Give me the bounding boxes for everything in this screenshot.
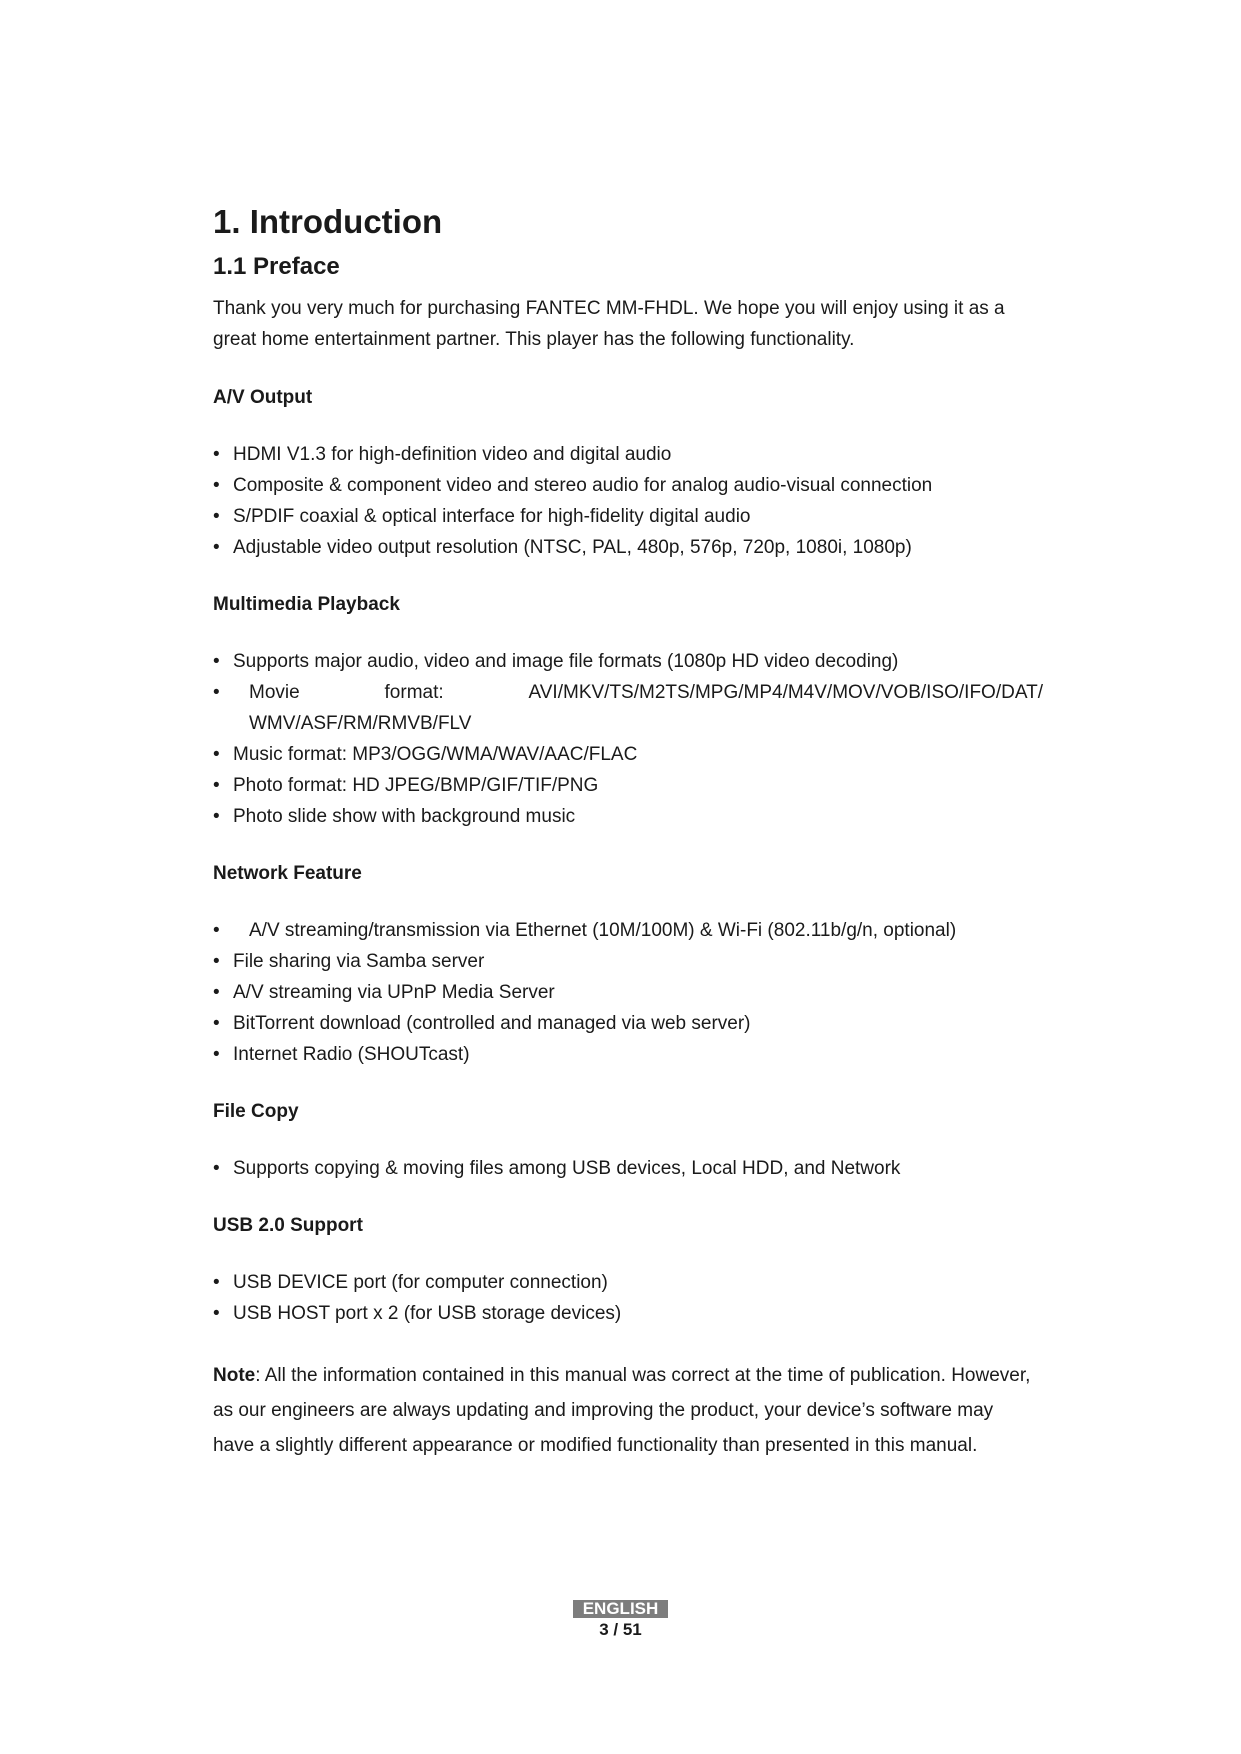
av-output-heading: A/V Output bbox=[213, 386, 313, 408]
file-copy-heading: File Copy bbox=[213, 1100, 299, 1122]
movie-label: • Movie bbox=[249, 681, 300, 703]
usb-list bbox=[213, 1267, 1043, 1329]
movie-formats-line1: AVI/MKV/TS/M2TS/MPG/MP4/M4V/MOV/VOB/ISO/IFO/DAT/ bbox=[528, 681, 1043, 703]
list-item: • HDMI V1.3 for high-definition video and digital audio bbox=[213, 439, 1043, 470]
chapter-title: 1. Introduction bbox=[213, 203, 443, 240]
note-label: Note bbox=[213, 1364, 256, 1386]
usb-heading: USB 2.0 Support bbox=[213, 1214, 363, 1236]
list-item: • Adjustable video output resolution (NTSC, PAL, 480p, 576p, 720p, 1080i, 1080p) bbox=[213, 532, 1043, 563]
language-badge: ENGLISH bbox=[573, 1600, 669, 1618]
list-item: • Music format: MP3/OGG/WMA/WAV/AAC/FLAC bbox=[213, 739, 1043, 770]
page-number: 3 / 51 bbox=[599, 1620, 642, 1639]
movie-format-item bbox=[213, 677, 1043, 739]
list-item: • Composite & component video and stereo audio for analog audio-visual connection bbox=[213, 470, 1043, 501]
list-item: • Supports copying & moving files among USB devices, Local HDD, and Network bbox=[213, 1153, 1043, 1184]
list-item: • Photo slide show with background music bbox=[213, 801, 1043, 832]
list-item: • A/V streaming via UPnP Media Server bbox=[213, 977, 1043, 1008]
network-list bbox=[213, 915, 1043, 1070]
movie-formats-line2: WMV/ASF/RM/RMVB/FLV bbox=[249, 712, 472, 734]
note-paragraph bbox=[213, 1358, 1033, 1463]
multimedia-heading: Multimedia Playback bbox=[213, 593, 400, 615]
note-text: : All the information contained in this manual was correct at the time of publication. However, as our engineers are always updating and improving the product, your device’s software may have a slightly different appearance or modified functionality than presented in this manual. bbox=[213, 1364, 1031, 1456]
av-output-list bbox=[213, 439, 1043, 563]
multimedia-list bbox=[213, 646, 1043, 832]
file-copy-list bbox=[213, 1153, 1043, 1184]
network-heading: Network Feature bbox=[213, 862, 362, 884]
list-item: • Supports major audio, video and image file formats (1080p HD video decoding) bbox=[213, 646, 1043, 677]
list-item: • S/PDIF coaxial & optical interface for high-fidelity digital audio bbox=[213, 501, 1043, 532]
list-item: • BitTorrent download (controlled and managed via web server) bbox=[213, 1008, 1043, 1039]
page-footer bbox=[0, 1600, 1241, 1640]
section-title: 1.1 Preface bbox=[213, 253, 340, 281]
movie-format-label: format: bbox=[384, 681, 444, 703]
list-item: • File sharing via Samba server bbox=[213, 946, 1043, 977]
list-item: • USB HOST port x 2 (for USB storage devices) bbox=[213, 1298, 1043, 1329]
list-item: • A/V streaming/transmission via Ethernet (10M/100M) & Wi-Fi (802.11b/g/n, optional) bbox=[213, 915, 1043, 946]
list-item: • USB DEVICE port (for computer connection) bbox=[213, 1267, 1043, 1298]
list-item: • Internet Radio (SHOUTcast) bbox=[213, 1039, 1043, 1070]
movie-format-line bbox=[249, 677, 1043, 708]
list-item: • Photo format: HD JPEG/BMP/GIF/TIF/PNG bbox=[213, 770, 1043, 801]
intro-paragraph: Thank you very much for purchasing FANTEC MM-FHDL. We hope you will enjoy using it as a great home entertainment partner. This player has the following functionality. bbox=[213, 297, 1005, 350]
page-content bbox=[213, 204, 1043, 1463]
